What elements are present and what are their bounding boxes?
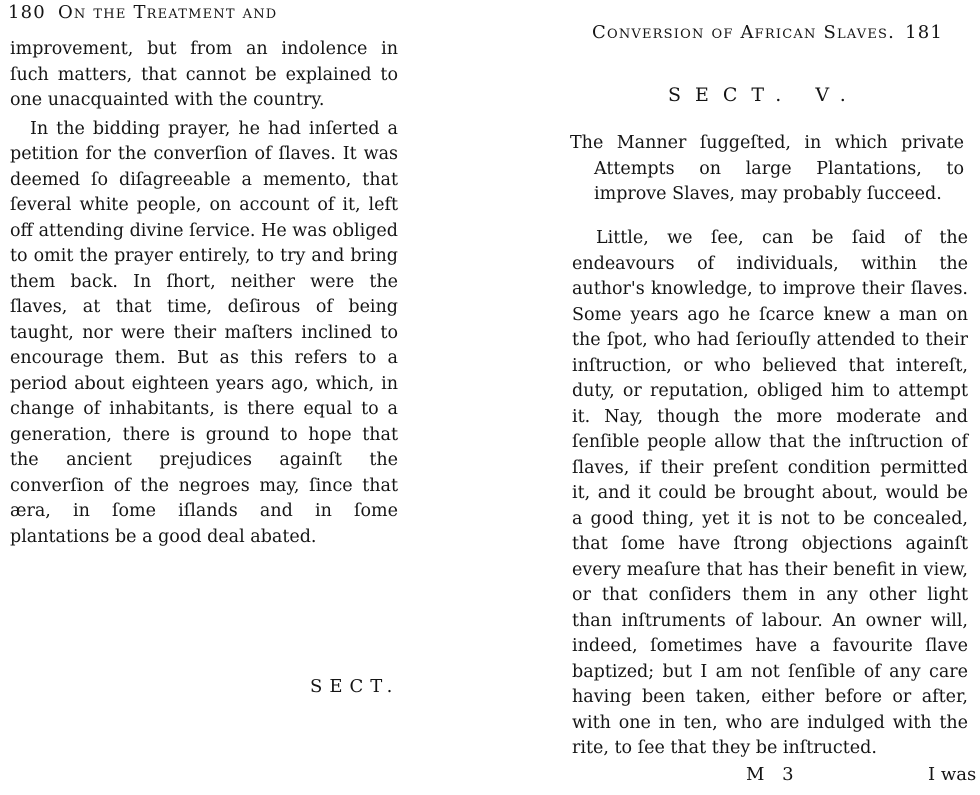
section-heading: SECT. V. [668, 84, 860, 106]
right-running-title: Conversion of African Slaves. [592, 22, 896, 43]
right-paragraph: Little, we ſee, can be ſaid of the endeavours of individuals, within the author's knowledge, to improve their ſlaves. Some years ago he ſcarce knew a man on the ſpot, who had ſeriouſly attended to their inſtruction, or who believed that intereſt, duty, or reputation, obliged him to attempt it. Nay, though the more moderate and ſenſible people allow that the inſtruction of ſlaves, if their preſent condition permitted it, and it could be brought about, would be a good thing, yet it is not to be concealed, that ſome have ſtrong objections againſt every meaſure that has their benefit in view, or that conſiders them in any other light than inſtruments of labour. An owner will, indeed, ſometimes have a favourite ſlave baptized; but I am not ſenſible of any care having been taken, either before or after, with one in ten, who are indulged with the rite, to ſee that they be inſtructed. [572, 228, 968, 758]
right-catchword: I was [928, 764, 977, 785]
left-text-block [10, 37, 398, 550]
right-page [490, 0, 980, 795]
left-paragraph-1: improvement, but from an indolence in ſuch matters, that cannot be explained to one unacquainted with the country. [10, 39, 398, 110]
signature-mark: M 3 [746, 764, 800, 785]
right-page-number: 181 [905, 22, 944, 43]
left-running-title: On the Treatment and [57, 2, 278, 23]
section-summary: The Manner ſuggeſted, in which private Attempts on large Plantations, to improve Slaves, may probably ſucceed. [570, 133, 964, 204]
left-paragraph-2: In the bidding prayer, he had inſerted a petition for the converſion of ſlaves. It was deemed ſo diſagreeable a memento, that ſeveral white people, on account of it, left off attending divine ſervice. He was obliged to omit the prayer entirely, to try and bring them back. In ſhort, neither were the ſlaves, at that time, deſirous of being taught, nor were their maſters inclined to encourage them. But as this refers to a period about eighteen years ago, which, in change of inhabitants, is there equal to a generation, there is ground to hope that the ancient prejudices againſt the converſion of the negroes may, ſince that æra, in ſome iſlands and in ſome plantations be a good deal abated. [10, 118, 398, 547]
left-catchword: SECT. [310, 676, 400, 697]
left-running-head [8, 2, 277, 23]
left-page-number: 180 [8, 2, 46, 23]
right-text-block [572, 226, 968, 762]
right-running-head [592, 22, 943, 43]
